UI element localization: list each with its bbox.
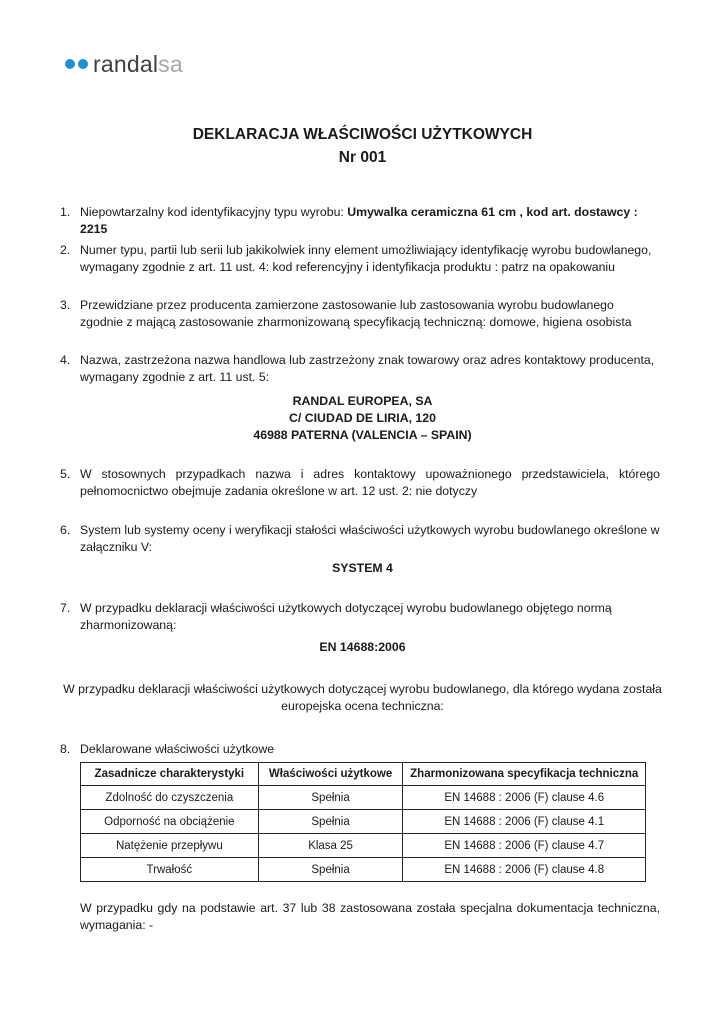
- norm-label: EN 14688:2006: [319, 640, 406, 654]
- list-item: 5. W stosownych przypadkach nazwa i adres kontaktowy upoważnionego przedstawiciela, którego pełnomocnictwo obejmuje zadania określone w art. 12 ust. 2: nie dotyczy: [60, 467, 660, 498]
- company-logo: [65, 49, 183, 79]
- logo-dot-icon: [65, 59, 75, 69]
- closing-paragraph: W przypadku gdy na podstawie art. 37 lub 38 zastosowana została specjalna dokumentacja techniczna, wymagania: -: [80, 901, 660, 932]
- logo-text: randalsa: [93, 50, 183, 77]
- table-row: [81, 786, 646, 810]
- table-cell: EN 14688 : 2006 (F) clause 4.1: [403, 810, 646, 834]
- manufacturer-street: C/ CIUDAD DE LIRIA, 120: [289, 411, 436, 425]
- performance-table: [80, 762, 646, 882]
- table-cell: EN 14688 : 2006 (F) clause 4.8: [403, 858, 646, 882]
- logo-dot-icon: [78, 59, 88, 69]
- list-item: 1. Niepowtarzalny kod identyfikacyjny typu wyrobu: Umywalka ceramiczna 61 cm , kod art. dostawcy : 2215: [60, 205, 638, 236]
- table-cell: EN 14688 : 2006 (F) clause 4.7: [403, 834, 646, 858]
- table-row: [81, 810, 646, 834]
- list-item: 6. System lub systemy oceny i weryfikacji stałości właściwości użytkowych wyrobu budowlanego określone w załączniku V:: [60, 523, 660, 554]
- table-header: Zasadnicze charakterystyki: [81, 763, 259, 786]
- table-cell: Klasa 25: [258, 834, 403, 858]
- system-label: SYSTEM 4: [332, 561, 393, 575]
- table-cell: Spełnia: [258, 858, 403, 882]
- table-cell: EN 14688 : 2006 (F) clause 4.6: [403, 786, 646, 810]
- table-cell: Zdolność do czyszczenia: [81, 786, 259, 810]
- manufacturer-name: RANDAL EUROPEA, SA: [292, 394, 433, 408]
- table-cell: Natężenie przepływu: [81, 834, 259, 858]
- list-item: 3. Przewidziane przez producenta zamierzone zastosowanie lub zastosowania wyrobu budowlanego zgodnie z mającą zastosowanie zharmonizowaną specyfikacją techniczną: domowe, higiena osobista: [60, 298, 632, 329]
- table-cell: Spełnia: [258, 810, 403, 834]
- list-item: 2. Numer typu, partii lub serii lub jakikolwiek inny element umożliwiający identyfikację wyrobu budowlanego, wymagany zgodnie z art. 11 ust. 4: kod referencyjny i identyfikacja produktu : patrz na opakowaniu: [60, 243, 652, 274]
- table-header: Zharmonizowana specyfikacja techniczna: [403, 763, 646, 786]
- table-header-row: [81, 763, 646, 786]
- document-number: Nr 001: [338, 149, 387, 166]
- list-item: 8. Deklarowane właściwości użytkowe: [60, 742, 275, 756]
- eta-paragraph: W przypadku deklaracji właściwości użytkowych dotyczącej wyrobu budowlanego, dla którego wydana została europejska ocena techniczna:: [63, 682, 662, 713]
- table-header: Właściwości użytkowe: [258, 763, 403, 786]
- list-item: 4. Nazwa, zastrzeżona nazwa handlowa lub zastrzeżony znak towarowy oraz adres kontaktowy producenta, wymagany zgodnie z art. 11 ust. 5:: [60, 353, 655, 384]
- table-row: [81, 834, 646, 858]
- table-row: [81, 858, 646, 882]
- manufacturer-city: 46988 PATERNA (VALENCIA – SPAIN): [253, 428, 472, 442]
- table-cell: Spełnia: [258, 786, 403, 810]
- table-cell: Trwałość: [81, 858, 259, 882]
- table-cell: Odporność na obciążenie: [81, 810, 259, 834]
- document-title: DEKLARACJA WŁAŚCIWOŚCI UŻYTKOWYCH: [192, 126, 533, 143]
- list-item: 7. W przypadku deklaracji właściwości użytkowych dotyczącej wyrobu budowlanego objętego normą zharmonizowaną:: [60, 601, 612, 632]
